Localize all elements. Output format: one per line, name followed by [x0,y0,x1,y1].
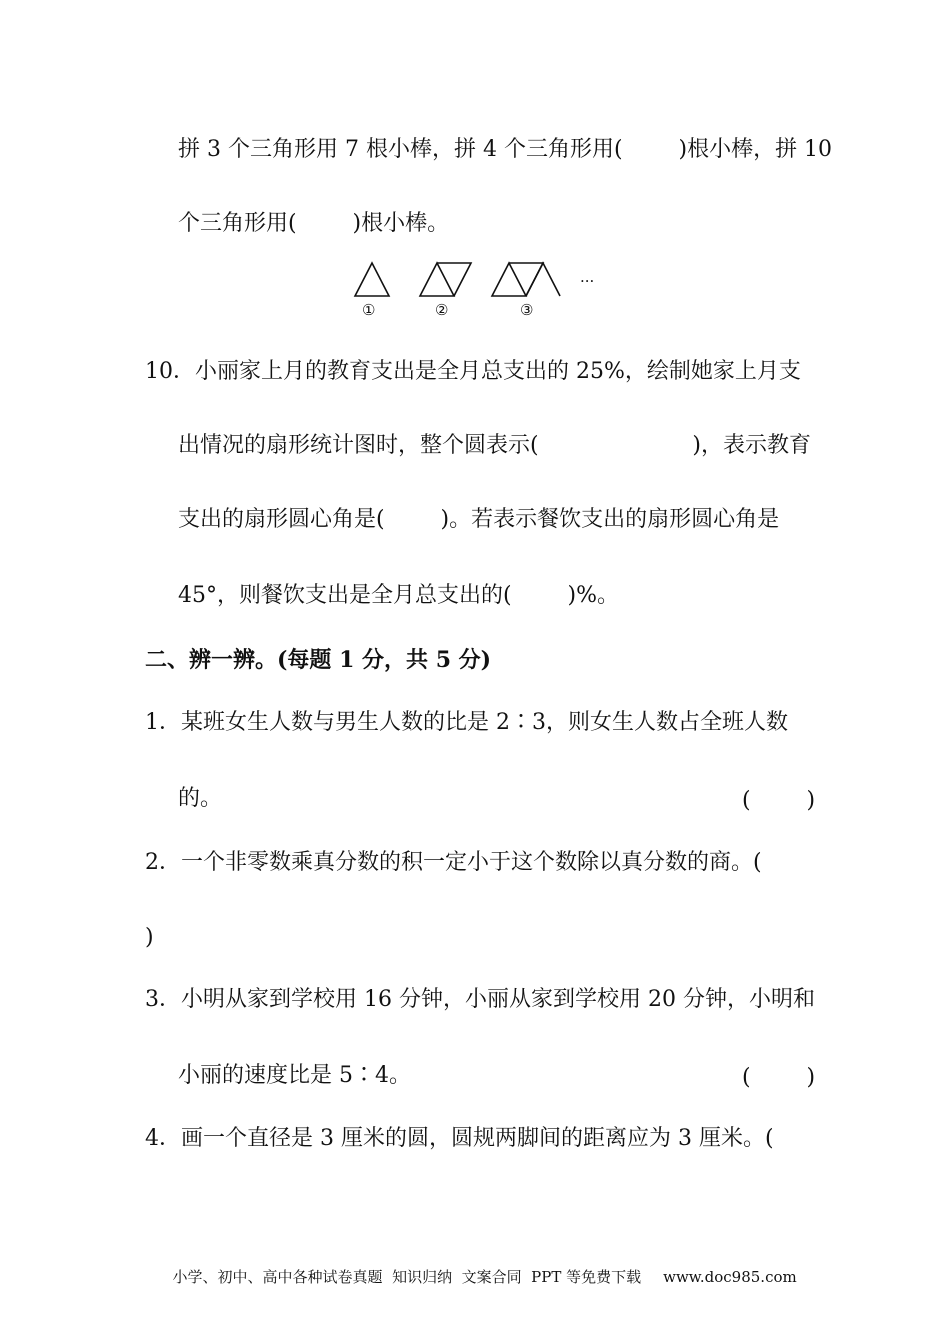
judge-item-2-line-1: 2．一个非零数乘真分数的积一定小于这个数除以真分数的商。( [145,850,762,875]
judge-item-3-answer-blank: ( ) [742,1065,816,1090]
judge-item-4-line-1: 4．画一个直径是 3 厘米的圆，圆规两脚间的距离应为 3 厘米。( [145,1126,774,1151]
triangle-fig-2a [420,263,454,296]
page-footer [163,1244,797,1288]
triangle-sticks-figure [345,255,605,305]
figure-label-2: ② [435,301,449,319]
q10-line-3: 支出的扇形圆心角是( )。若表示餐饮支出的扇形圆心角是 [178,507,780,532]
q9-line-1: 拼 3 个三角形用 7 根小棒，拼 4 个三角形用( )根小棒，拼 10 [178,137,833,162]
triangle-fig-3b [509,263,543,296]
footer-text: 小学、初中、高中各种试卷真题 知识归纳 文案合同 PPT 等免费下载 [172,1268,642,1286]
triangle-fig-2b [437,263,471,296]
triangle-fig-3a [492,263,526,296]
section-2-heading: 二、辨一辨。(每题 1 分，共 5 分) [145,647,492,673]
triangle-fig-1 [355,263,389,296]
judge-item-1-answer-blank: ( ) [742,788,816,813]
judge-item-3-line-2: 小丽的速度比是 5∶4。 [178,1063,411,1088]
judge-item-2-line-2: ) [145,925,154,950]
figure-label-1: ① [362,301,376,319]
figure-label-3: ③ [520,301,534,319]
judge-item-1-line-2: 的。 [178,786,223,811]
q10-line-2: 出情况的扇形统计图时，整个圆表示( )，表示教育 [178,433,812,458]
judge-item-3-line-1: 3．小明从家到学校用 16 分钟，小丽从家到学校用 20 分钟，小明和 [145,987,815,1012]
q10-line-1: 10．小丽家上月的教育支出是全月总支出的 25%，绘制她家上月支 [145,359,801,384]
judge-item-1-line-1: 1．某班女生人数与男生人数的比是 2∶3，则女生人数占全班人数 [145,710,788,735]
triangle-fig-3c [526,263,560,296]
figure-ellipsis: ··· [580,272,595,290]
q9-line-2: 个三角形用( )根小棒。 [178,211,450,236]
footer-url[interactable]: www.doc985.com [663,1268,797,1286]
q10-line-4: 45°，则餐饮支出是全月总支出的( )%。 [178,583,620,608]
